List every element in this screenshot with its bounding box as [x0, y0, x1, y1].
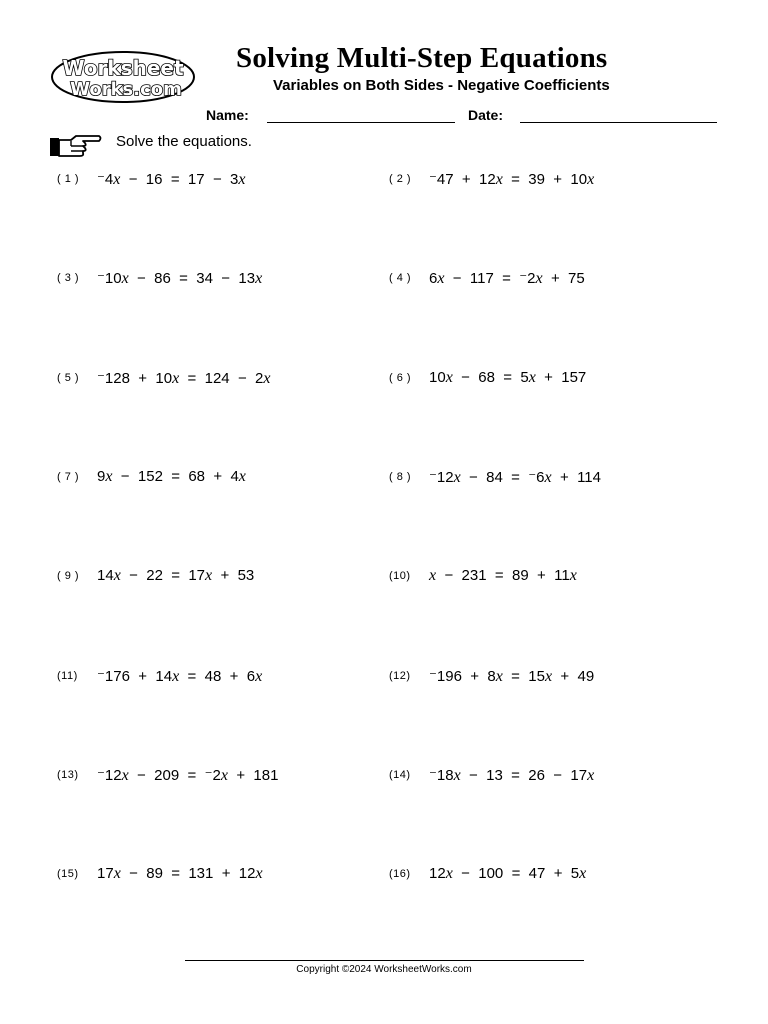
problem-equation: ⁻18x − 13 = 26 − 17x [429, 766, 595, 784]
date-label: Date: [468, 107, 504, 123]
instructions: Solve the equations. [116, 133, 252, 150]
problem-equation: 12x − 100 = 47 + 5x [429, 865, 587, 883]
problem-number: (10) [389, 570, 411, 583]
problem-number: (16) [389, 868, 411, 881]
name-line [267, 122, 455, 123]
copyright: Copyright ©2024 WorksheetWorks.com [296, 964, 472, 975]
problem-number: (15) [57, 868, 79, 881]
problem-equation: ⁻128 + 10x = 124 − 2x [97, 369, 271, 387]
problem-number: ( 2 ) [389, 173, 412, 185]
problem-number: ( 5 ) [57, 371, 80, 384]
problem-number: ( 1 ) [57, 173, 80, 185]
problem-equation: ⁻196 + 8x = 15x + 49 [429, 667, 595, 685]
pointing-hand-icon [49, 133, 103, 159]
problem-equation: 6x − 117 = ⁻2x + 75 [429, 270, 585, 288]
problem-number: (14) [389, 768, 411, 781]
problem-number: (12) [389, 669, 411, 682]
worksheetworks-logo [50, 50, 196, 104]
problem-equation: ⁻10x − 86 = 34 − 13x [97, 270, 263, 288]
problem-equation: ⁻4x − 16 = 17 − 3x [97, 171, 246, 188]
problem-number: ( 7 ) [57, 470, 80, 483]
problem-equation: ⁻47 + 12x = 39 + 10x [429, 171, 595, 188]
problem-equation: ⁻12x − 84 = ⁻6x + 114 [429, 468, 601, 486]
problem-number: (11) [57, 669, 78, 682]
problem-number: ( 9 ) [57, 570, 80, 583]
problem-number: (13) [57, 768, 79, 781]
problem-equation: 9x − 152 = 68 + 4x [97, 467, 246, 485]
problem-equation: ⁻176 + 14x = 48 + 6x [97, 667, 263, 685]
problem-number: ( 3 ) [57, 272, 80, 285]
problem-equation: x − 231 = 89 + 11x [429, 567, 577, 585]
problem-number: ( 8 ) [389, 470, 412, 483]
problem-equation: 17x − 89 = 131 + 12x [97, 865, 263, 883]
footer-divider [185, 960, 584, 961]
problem-number: ( 4 ) [389, 272, 412, 285]
page-title: Solving Multi-Step Equations [236, 42, 608, 74]
problem-number: ( 6 ) [389, 371, 412, 384]
problem-equation: 14x − 22 = 17x + 53 [97, 567, 255, 585]
date-line [520, 122, 717, 123]
name-label: Name: [206, 107, 249, 123]
problem-equation: 10x − 68 = 5x + 157 [429, 368, 587, 386]
logo-line2: Works.com [70, 79, 182, 100]
problem-equation: ⁻12x − 209 = ⁻2x + 181 [97, 766, 279, 784]
page-subtitle: Variables on Both Sides - Negative Coefficients [273, 77, 610, 94]
logo-line1: Worksheet [62, 56, 184, 80]
